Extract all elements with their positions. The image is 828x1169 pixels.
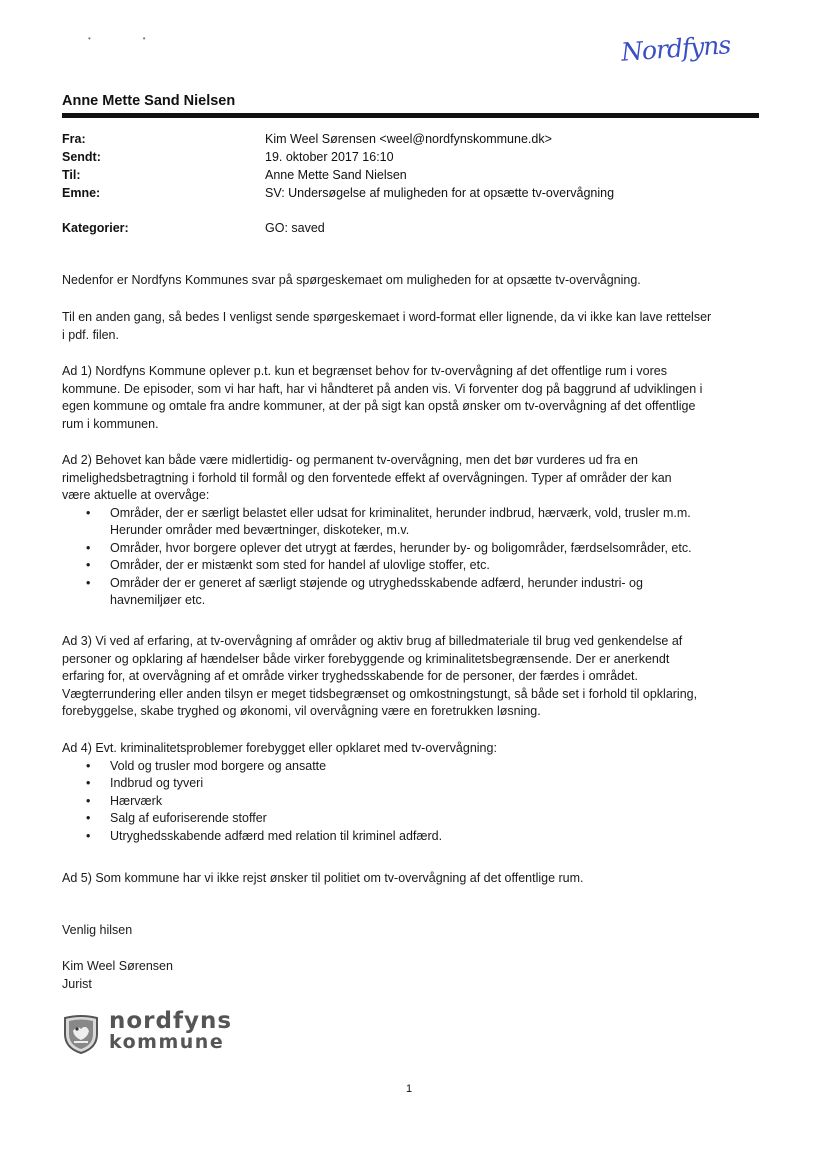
ad2-line-2: rimelighedsbetragtning i forhold til formål og den forventede effekt af overvågningen. Typer af områder der kan xyxy=(62,470,672,485)
intro-paragraph xyxy=(62,272,762,290)
ad2-bullet-1-line-2: Herunder områder med beværtninger, diskoteker, m.v. xyxy=(110,523,410,537)
scan-specks: •• xyxy=(88,34,198,43)
ad2-paragraph xyxy=(62,452,762,610)
logo-text-line-2: kommune xyxy=(109,1031,225,1053)
ad2-bullet-list xyxy=(62,505,762,610)
subject-value: SV: Undersøgelse af muligheden for at opsætte tv-overvågning xyxy=(265,186,615,200)
ad5-line: Ad 5) Som kommune har vi ikke rejst ønsker til politiet om tv-overvågning af det offentlige rum. xyxy=(62,871,584,885)
to-value: Anne Mette Sand Nielsen xyxy=(265,168,407,182)
ad2-bullet-3: Områder, der er mistænkt som sted for handel af ulovlige stoffer, etc. xyxy=(110,558,490,572)
ad3-line-2: personer og opklaring af hændelser både virker forebyggende og kriminalitetsbegrænsende. Der er anerkendt xyxy=(62,651,670,666)
ad3-line-4: Vægterrundering eller anden tilsyn er meget tidsbegrænset og omkostningstungt, så både set i forhold til opklaring, xyxy=(62,686,698,701)
from-label: Fra: xyxy=(62,132,86,146)
ad4-bullet-4: Salg af euforiserende stoffer xyxy=(110,811,267,825)
category-label: Kategorier: xyxy=(62,221,129,235)
list-item xyxy=(62,540,762,558)
ad5-paragraph xyxy=(62,870,762,888)
ad2-line-1: Ad 2) Behovet kan både være midlertidig- og permanent tv-overvågning, men det bør vurderes ud fra en xyxy=(62,453,639,467)
request-paragraph xyxy=(62,309,762,344)
ad4-bullet-3: Hærværk xyxy=(110,793,163,808)
signature-block xyxy=(62,958,762,993)
ad2-bullet-2: Områder, hvor borgere oplever det utrygt at færdes, herunder by- og boligområder, færdselsområder, etc. xyxy=(110,540,692,555)
ad2-bullet-4-line-1: Områder der er generet af særligt støjende og utryghedsskabende adfærd, herunder industri- og xyxy=(110,575,643,590)
list-item xyxy=(62,575,762,610)
ad1-paragraph xyxy=(62,363,762,433)
ad4-paragraph xyxy=(62,740,762,845)
mailbox-owner-name: Anne Mette Sand Nielsen xyxy=(62,93,236,109)
closing-line: Venlig hilsen xyxy=(62,923,133,937)
list-item xyxy=(62,557,762,575)
ad2-line-3: være aktuelle at overvåge: xyxy=(62,488,210,502)
header-divider xyxy=(62,113,759,118)
list-item xyxy=(62,775,762,793)
ad1-line-3: egen kommune og omtale fra andre kommuner, at der på sigt kan opstå ønsker om tv-overvågning af det offentlige xyxy=(62,399,696,413)
request-line-1: Til en anden gang, så bedes I venligst sende spørgeskemaet i word-format eller lignende, da vi ikke kan lave rettelser xyxy=(62,310,712,324)
ad4-bullet-list xyxy=(62,758,762,846)
ad4-intro: Ad 4) Evt. kriminalitetsproblemer forebygget eller opklaret med tv-overvågning: xyxy=(62,741,497,755)
to-label: Til: xyxy=(62,168,81,182)
handwritten-annotation: Nordfyns xyxy=(620,30,732,67)
from-value: Kim Weel Sørensen <weel@nordfynskommune.dk> xyxy=(265,132,552,146)
ad1-line-1: Ad 1) Nordfyns Kommune oplever p.t. kun et begrænset behov for tv-overvågning af det offentlige rum i vores xyxy=(62,364,667,378)
logo-text-line-1: nordfyns xyxy=(109,1008,233,1034)
signer-title: Jurist xyxy=(62,976,92,991)
list-item xyxy=(62,793,762,811)
ad1-line-4: rum i kommunen. xyxy=(62,416,159,431)
ad3-paragraph xyxy=(62,633,762,721)
ad4-bullet-5: Utryghedsskabende adfærd med relation til kriminel adfærd. xyxy=(110,828,443,843)
ad3-line-1: Ad 3) Vi ved af erfaring, at tv-overvågning af områder og aktiv brug af billedmateriale til brug ved genkendelse af xyxy=(62,634,683,648)
page-number: 1 xyxy=(405,1083,413,1095)
closing xyxy=(62,922,762,940)
sent-label: Sendt: xyxy=(62,150,101,164)
coat-of-arms-icon xyxy=(62,1014,100,1054)
ad3-line-5: forebyggelse, skabe tryghed og økonomi, vil overvågning være en foretrukken løsning. xyxy=(62,704,541,718)
list-item xyxy=(62,810,762,828)
category-value: GO: saved xyxy=(265,221,325,235)
intro-line: Nedenfor er Nordfyns Kommunes svar på spørgeskemaet om muligheden for at opsætte tv-overvågning. xyxy=(62,273,641,287)
request-line-2: i pdf. filen. xyxy=(62,327,119,342)
signer-name: Kim Weel Sørensen xyxy=(62,959,173,973)
ad4-bullet-1: Vold og trusler mod borgere og ansatte xyxy=(110,758,327,773)
sent-value: 19. oktober 2017 16:10 xyxy=(265,150,394,164)
list-item xyxy=(62,505,762,540)
subject-label: Emne: xyxy=(62,186,101,200)
nordfyns-kommune-logo xyxy=(62,1010,262,1056)
list-item xyxy=(62,828,762,846)
ad3-line-3: erfaring for, at overvågning af et område virker tryghedsskabende for de personer, der færdes i området. xyxy=(62,669,639,683)
ad1-line-2: kommune. De episoder, som vi har haft, har vi håndteret på anden vis. Vi forventer dog på baggrund af udviklingen i xyxy=(62,381,703,396)
ad2-bullet-1-line-1: Områder, der er særligt belastet eller udsat for kriminalitet, herunder indbrud, hærværk, vold, trusler m.m. xyxy=(110,505,691,520)
ad2-bullet-4-line-2: havnemiljøer etc. xyxy=(110,593,206,607)
list-item xyxy=(62,758,762,776)
ad4-bullet-2: Indbrud og tyveri xyxy=(110,776,204,790)
